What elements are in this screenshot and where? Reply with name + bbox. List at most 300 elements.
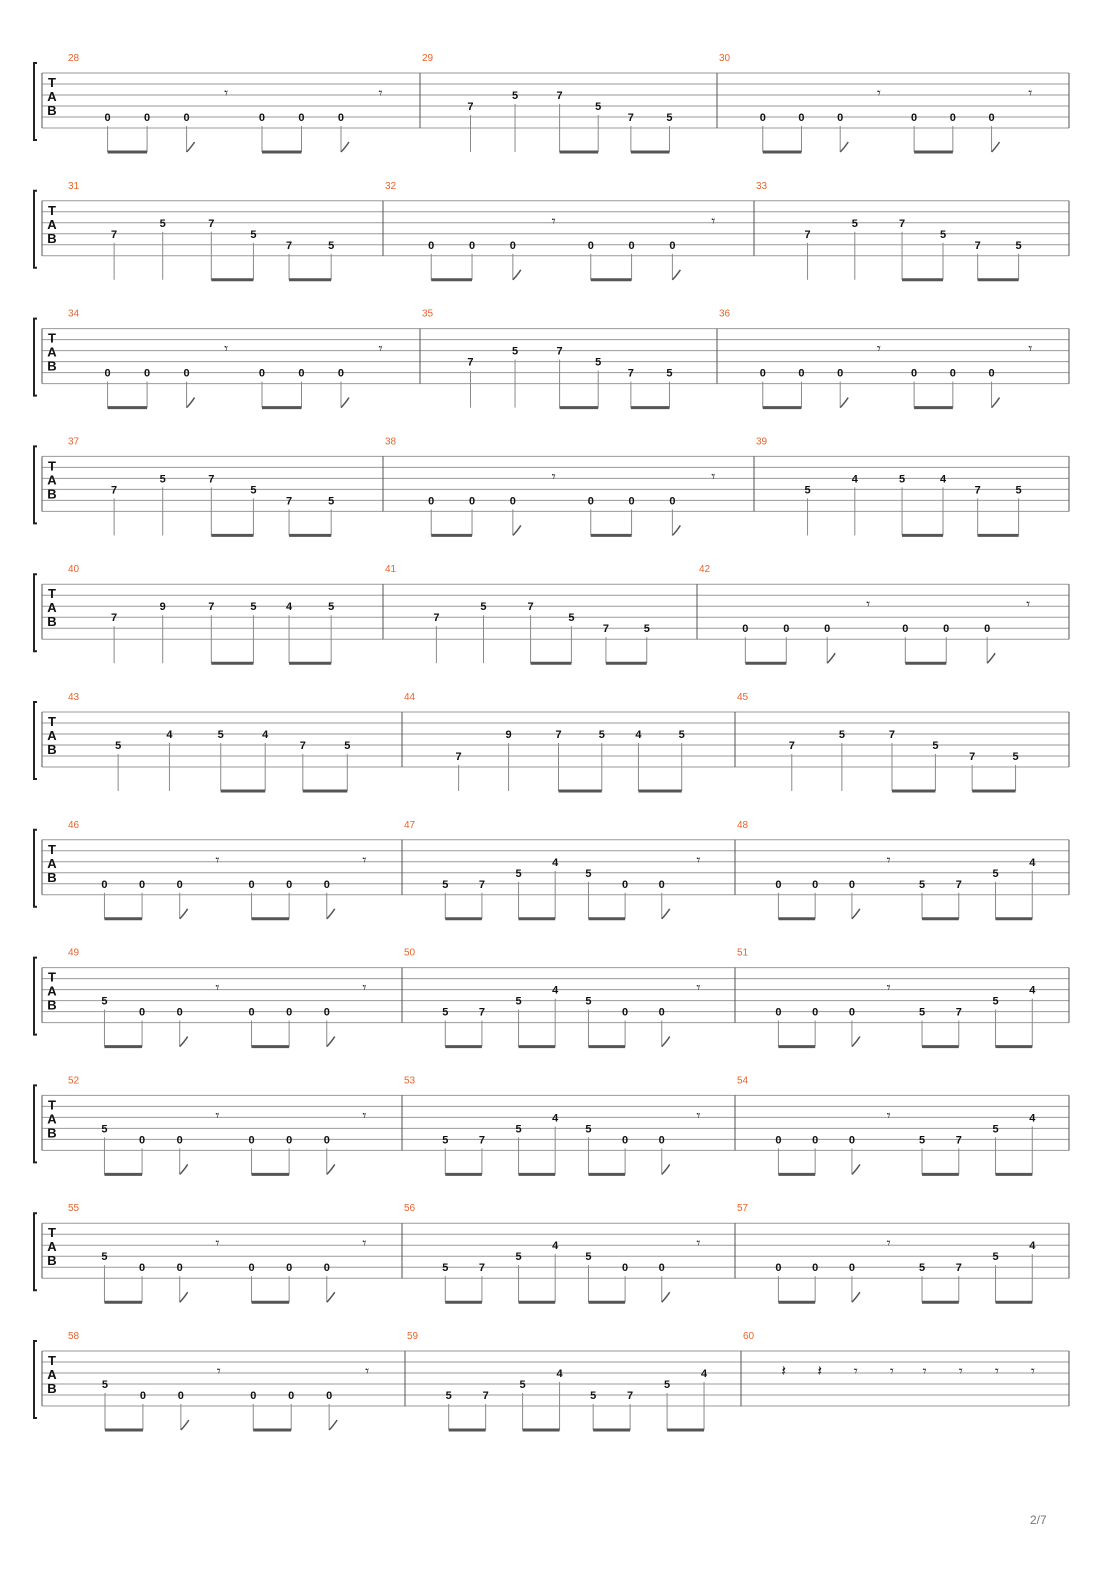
fret-number: 7 — [482, 1390, 489, 1402]
measure-number: 30 — [719, 53, 731, 64]
fret-number: 0 — [288, 1390, 295, 1402]
fret-number: 5 — [918, 1006, 926, 1019]
measure — [737, 1203, 1036, 1302]
tab-clef-letter: B — [47, 1125, 57, 1141]
measure — [407, 1331, 708, 1430]
tab-clef-letter: A — [47, 600, 57, 616]
fret-number: 0 — [911, 112, 918, 124]
fret-number: 5 — [804, 484, 811, 497]
fret-number: 5 — [159, 217, 166, 230]
measure — [68, 1075, 366, 1174]
fret-number: 7 — [955, 1006, 962, 1019]
fret-number: 7 — [556, 345, 563, 358]
fret-number: 7 — [285, 495, 293, 508]
fret-number: 7 — [974, 484, 981, 497]
note-flag — [992, 398, 1000, 408]
tab-clef-letter: A — [47, 1111, 57, 1127]
fret-number: 5 — [519, 1379, 526, 1391]
fret-number: 0 — [258, 112, 266, 124]
measure-number: 28 — [68, 53, 80, 64]
eighth-rest: 𝄾 — [853, 1362, 858, 1380]
measure — [737, 948, 1036, 1047]
measure-number: 49 — [68, 947, 80, 959]
fret-number: 5 — [678, 729, 685, 741]
fret-number: 0 — [176, 878, 183, 891]
fret-number: 0 — [812, 1134, 819, 1147]
tab-system — [34, 948, 1069, 1047]
fret-number: 5 — [838, 729, 845, 741]
fret-number: 5 — [445, 1390, 452, 1402]
fret-number: 5 — [918, 878, 926, 891]
fret-number: 7 — [208, 601, 215, 614]
fret-number: 4 — [1029, 856, 1036, 869]
note-flag — [181, 1420, 189, 1430]
tab-clef-letter: B — [47, 358, 57, 374]
fret-number: 0 — [104, 367, 111, 380]
eighth-rest: 𝄾 — [362, 1234, 367, 1253]
fret-number: 0 — [628, 239, 635, 252]
system-bracket — [34, 319, 37, 396]
page-number: 2/7 — [1030, 1513, 1047, 1527]
measure-number: 48 — [737, 819, 749, 831]
tab-clef-letter: B — [47, 230, 57, 246]
fret-number: 5 — [442, 1262, 449, 1275]
fret-number: 5 — [992, 1123, 999, 1136]
measure-number: 51 — [737, 947, 749, 959]
note-flag — [341, 398, 349, 408]
measure-number: 53 — [404, 1075, 416, 1087]
fret-number: 4 — [1029, 1240, 1036, 1253]
tab-system — [34, 181, 1069, 280]
system-bracket — [34, 1085, 37, 1162]
fret-number: 5 — [664, 1379, 671, 1391]
fret-number: 7 — [627, 112, 634, 124]
measure — [68, 1331, 369, 1430]
fret-number: 4 — [552, 856, 559, 869]
fret-number: 0 — [988, 112, 995, 124]
fret-number: 4 — [1029, 984, 1036, 997]
fret-number: 7 — [888, 729, 896, 741]
fret-number: 4 — [552, 1112, 559, 1125]
fret-number: 0 — [949, 112, 956, 124]
eighth-rest: 𝄾 — [696, 1234, 701, 1253]
fret-number: 7 — [111, 484, 118, 497]
fret-number: 0 — [337, 112, 345, 124]
fret-number: 4 — [1029, 1112, 1036, 1125]
tab-clef-letter: T — [48, 841, 56, 857]
fret-number: 4 — [262, 729, 269, 741]
fret-number: 5 — [598, 729, 605, 741]
eighth-rest: 𝄾 — [224, 84, 229, 102]
fret-number: 0 — [248, 1134, 255, 1147]
measure-number: 40 — [68, 564, 80, 576]
fret-number: 0 — [759, 112, 766, 124]
note-flag — [180, 909, 188, 919]
measure-number: 33 — [756, 180, 768, 192]
measure — [385, 181, 715, 280]
fret-number: 7 — [478, 1006, 485, 1019]
fret-number: 7 — [898, 217, 906, 230]
fret-number: 5 — [250, 601, 257, 614]
fret-number: 0 — [587, 239, 594, 252]
fret-number: 5 — [643, 623, 650, 636]
fret-number: 0 — [837, 112, 844, 124]
fret-number: 0 — [943, 623, 950, 636]
fret-number: 5 — [101, 995, 108, 1008]
fret-number: 0 — [101, 878, 108, 891]
note-flag — [852, 1164, 860, 1174]
tab-clef-letter: T — [48, 1353, 56, 1368]
fret-number: 5 — [250, 484, 257, 497]
note-flag — [662, 1037, 670, 1047]
measure-number: 29 — [422, 53, 434, 64]
fret-number: 0 — [183, 367, 190, 380]
tab-clef-letter: B — [47, 869, 57, 885]
measure-number: 44 — [404, 692, 416, 703]
tab-clef-letter: B — [47, 614, 57, 630]
eighth-rest: 𝄾 — [362, 978, 367, 997]
fret-number: 7 — [478, 878, 485, 891]
eighth-rest: 𝄾 — [922, 1362, 927, 1380]
fret-number: 7 — [285, 239, 293, 252]
fret-number: 5 — [585, 1251, 592, 1264]
measure-number: 57 — [737, 1203, 749, 1215]
fret-number: 0 — [812, 878, 819, 891]
tab-clef-letter: T — [48, 1225, 56, 1241]
system-bracket — [34, 702, 37, 779]
fret-number: 5 — [442, 1134, 449, 1147]
note-flag — [327, 1292, 335, 1302]
measure-number: 54 — [737, 1075, 749, 1087]
fret-number: 7 — [455, 751, 462, 763]
eighth-rest: 𝄾 — [876, 84, 881, 102]
fret-number: 5 — [992, 995, 999, 1008]
fret-number: 0 — [775, 1134, 782, 1147]
fret-number: 0 — [812, 1262, 819, 1275]
tab-clef-letter: T — [48, 202, 56, 218]
fret-number: 0 — [139, 1262, 146, 1275]
tab-system — [34, 692, 1069, 791]
measure — [719, 309, 1032, 408]
eighth-rest: 𝄾 — [378, 339, 383, 358]
measure — [422, 309, 673, 408]
measure-number: 55 — [68, 1203, 80, 1215]
measure — [404, 948, 700, 1047]
measure — [737, 820, 1036, 919]
fret-number: 0 — [468, 239, 476, 252]
tab-clef-letter: B — [47, 486, 57, 502]
measure-number: 46 — [68, 819, 80, 831]
measure — [68, 436, 334, 535]
measure — [68, 948, 366, 1047]
fret-number: 7 — [527, 601, 534, 614]
measure — [404, 1075, 700, 1174]
measure — [756, 181, 1022, 280]
quarter-rest: 𝄽 — [781, 1362, 786, 1380]
eighth-rest: 𝄾 — [994, 1362, 999, 1380]
measure-number: 56 — [404, 1203, 416, 1215]
note-flag — [341, 142, 349, 152]
fret-number: 5 — [511, 345, 519, 358]
system-bracket — [34, 574, 37, 651]
fret-number: 7 — [208, 217, 215, 230]
measure-number: 45 — [737, 692, 749, 703]
eighth-rest: 𝄾 — [1030, 1362, 1035, 1380]
fret-number: 5 — [1012, 751, 1019, 763]
note-flag — [187, 398, 195, 408]
fret-number: 0 — [323, 1262, 330, 1275]
measure — [68, 309, 382, 408]
fret-number: 0 — [988, 367, 995, 380]
fret-number: 0 — [286, 1006, 293, 1019]
fret-number: 7 — [467, 356, 474, 369]
fret-number: 4 — [556, 1368, 563, 1380]
note-flag — [852, 909, 860, 919]
fret-number: 0 — [658, 878, 665, 891]
fret-number: 5 — [585, 867, 592, 880]
fret-number: 5 — [101, 1123, 108, 1136]
fret-number: 0 — [176, 1006, 183, 1019]
fret-number: 0 — [848, 1006, 855, 1019]
eighth-rest: 𝄾 — [378, 84, 383, 102]
note-flag — [513, 525, 521, 535]
tab-system — [34, 53, 1069, 152]
note-flag — [513, 270, 521, 280]
fret-number: 0 — [337, 367, 345, 380]
eighth-rest: 𝄾 — [696, 978, 701, 997]
quarter-rest: 𝄽 — [817, 1362, 823, 1380]
tab-clef-letter: B — [47, 103, 57, 118]
measure — [68, 181, 334, 280]
fret-number: 5 — [585, 995, 592, 1008]
fret-number: 5 — [1015, 239, 1022, 252]
measure-number: 59 — [407, 1331, 419, 1342]
fret-number: 0 — [759, 367, 766, 380]
fret-number: 0 — [812, 1006, 819, 1019]
measure-number: 31 — [68, 180, 80, 192]
eighth-rest: 𝄾 — [215, 978, 220, 997]
system-bracket — [34, 830, 37, 907]
fret-number: 0 — [824, 623, 831, 636]
fret-number: 4 — [851, 473, 858, 486]
eighth-rest: 𝄾 — [215, 1106, 220, 1125]
fret-number: 5 — [666, 367, 673, 380]
fret-number: 5 — [101, 1379, 109, 1391]
measure-number: 47 — [404, 819, 416, 831]
measure — [737, 692, 1019, 791]
measure-number: 36 — [719, 308, 731, 320]
fret-number: 7 — [467, 101, 474, 113]
note-flag — [992, 142, 1000, 152]
fret-number: 0 — [176, 1134, 183, 1147]
fret-number: 0 — [798, 112, 805, 124]
fret-number: 0 — [144, 112, 151, 124]
fret-number: 0 — [658, 1006, 665, 1019]
fret-number: 5 — [515, 995, 522, 1008]
tab-clef-letter: A — [47, 1239, 57, 1255]
tab-system — [34, 820, 1069, 919]
eighth-rest: 𝄾 — [215, 1234, 220, 1253]
measure — [737, 1075, 1036, 1174]
fret-number: 5 — [515, 867, 522, 880]
fret-number: 7 — [627, 367, 634, 380]
tab-clef-letter: A — [47, 344, 57, 360]
tab-clef-letter: A — [47, 472, 57, 488]
note-flag — [180, 1292, 188, 1302]
measure-number: 32 — [385, 180, 397, 192]
fret-number: 0 — [798, 367, 805, 380]
fret-number: 7 — [556, 90, 563, 102]
eighth-rest: 𝄾 — [889, 1362, 894, 1380]
fret-number: 0 — [286, 1134, 293, 1147]
tab-clef-letter: T — [48, 714, 56, 729]
fret-number: 5 — [328, 239, 335, 252]
eighth-rest: 𝄾 — [1026, 595, 1031, 614]
fret-number: 0 — [509, 495, 516, 508]
fret-number: 5 — [851, 217, 858, 230]
fret-number: 0 — [139, 878, 146, 891]
fret-number: 4 — [285, 601, 293, 614]
note-flag — [662, 1292, 670, 1302]
fret-number: 0 — [326, 1390, 333, 1402]
note-flag — [827, 653, 835, 663]
fret-number: 7 — [788, 740, 795, 752]
fret-number: 0 — [248, 1262, 255, 1275]
measure — [404, 692, 685, 791]
fret-number: 0 — [139, 1134, 146, 1147]
fret-number: 7 — [955, 878, 962, 891]
fret-number: 0 — [286, 1262, 293, 1275]
system-bracket — [34, 63, 37, 140]
note-flag — [327, 909, 335, 919]
fret-number: 5 — [480, 601, 487, 614]
fret-number: 0 — [775, 1006, 782, 1019]
fret-number: 0 — [742, 623, 749, 636]
tab-clef-letter: A — [47, 728, 57, 743]
fret-number: 7 — [111, 228, 118, 241]
measure-number: 60 — [743, 1331, 755, 1342]
fret-number: 5 — [939, 228, 947, 241]
fret-number: 0 — [248, 1006, 255, 1019]
eighth-rest: 𝄾 — [1028, 84, 1033, 102]
eighth-rest: 𝄾 — [866, 595, 871, 614]
measure-number: 52 — [68, 1075, 80, 1087]
tab-clef-letter: B — [47, 1381, 57, 1396]
fret-number: 0 — [949, 367, 956, 380]
note-flag — [672, 270, 680, 280]
note-flag — [840, 142, 848, 152]
eighth-rest: 𝄾 — [876, 339, 881, 358]
note-flag — [672, 525, 680, 535]
measure-number: 50 — [404, 947, 416, 959]
measure — [385, 436, 715, 535]
fret-number: 0 — [428, 495, 435, 508]
fret-number: 7 — [555, 729, 562, 741]
fret-number: 5 — [250, 228, 257, 241]
eighth-rest: 𝄾 — [886, 1106, 891, 1125]
fret-number: 7 — [955, 1262, 962, 1275]
fret-number: 0 — [323, 878, 330, 891]
fret-number: 0 — [848, 1262, 855, 1275]
fret-number: 7 — [208, 473, 215, 486]
tab-system — [34, 309, 1069, 408]
measure — [68, 564, 334, 663]
note-flag — [987, 653, 995, 663]
measure-number: 43 — [68, 692, 80, 703]
note-flag — [852, 1292, 860, 1302]
note-flag — [840, 398, 848, 408]
measure — [422, 53, 673, 152]
fret-number: 0 — [902, 623, 909, 636]
fret-number: 7 — [433, 612, 440, 625]
fret-number: 0 — [775, 1262, 782, 1275]
fret-number: 9 — [505, 729, 512, 741]
eighth-rest: 𝄾 — [711, 467, 716, 486]
measure — [756, 436, 1022, 535]
fret-number: 0 — [428, 239, 435, 252]
system-bracket — [34, 1213, 37, 1290]
fret-number: 0 — [783, 623, 790, 636]
measure — [404, 1203, 700, 1302]
measure — [68, 820, 366, 919]
tab-clef-letter: A — [47, 89, 57, 104]
tab-clef-letter: A — [47, 983, 57, 999]
fret-number: 5 — [328, 495, 335, 508]
tab-system — [34, 1331, 1069, 1430]
fret-number: 7 — [969, 751, 976, 763]
fret-number: 5 — [344, 740, 351, 752]
fret-number: 5 — [918, 1262, 926, 1275]
tab-system — [34, 436, 1069, 535]
measure — [68, 1203, 366, 1302]
eighth-rest: 𝄾 — [886, 1234, 891, 1253]
fret-number: 0 — [622, 878, 629, 891]
fret-number: 7 — [974, 239, 981, 252]
measure-number: 37 — [68, 436, 80, 448]
fret-number: 5 — [515, 1251, 522, 1264]
fret-number: 7 — [478, 1262, 485, 1275]
tab-system — [34, 1075, 1069, 1174]
note-flag — [852, 1037, 860, 1047]
tab-clef-letter: T — [48, 969, 56, 985]
fret-number: 5 — [992, 867, 999, 880]
fret-number: 0 — [177, 1390, 184, 1402]
eighth-rest: 𝄾 — [365, 1362, 370, 1380]
fret-number: 5 — [898, 473, 906, 486]
fret-number: 0 — [183, 112, 190, 124]
eighth-rest: 𝄾 — [362, 1106, 367, 1125]
measure — [404, 820, 700, 919]
measure-number: 34 — [68, 308, 80, 320]
fret-number: 0 — [248, 878, 255, 891]
tab-clef-letter: B — [47, 742, 57, 757]
fret-number: 0 — [669, 239, 676, 252]
fret-number: 5 — [511, 90, 519, 102]
fret-number: 5 — [1015, 484, 1022, 497]
system-bracket — [34, 958, 37, 1035]
measure-number: 38 — [385, 436, 397, 448]
fret-number: 4 — [635, 729, 642, 741]
fret-number: 0 — [104, 112, 111, 124]
fret-number: 5 — [595, 356, 602, 369]
tab-clef-letter: T — [48, 586, 56, 602]
system-bracket — [34, 191, 37, 268]
fret-number: 5 — [328, 601, 335, 614]
fret-number: 0 — [323, 1134, 330, 1147]
eighth-rest: 𝄾 — [551, 211, 556, 230]
fret-number: 0 — [669, 495, 676, 508]
tab-clef-letter: A — [47, 216, 57, 232]
